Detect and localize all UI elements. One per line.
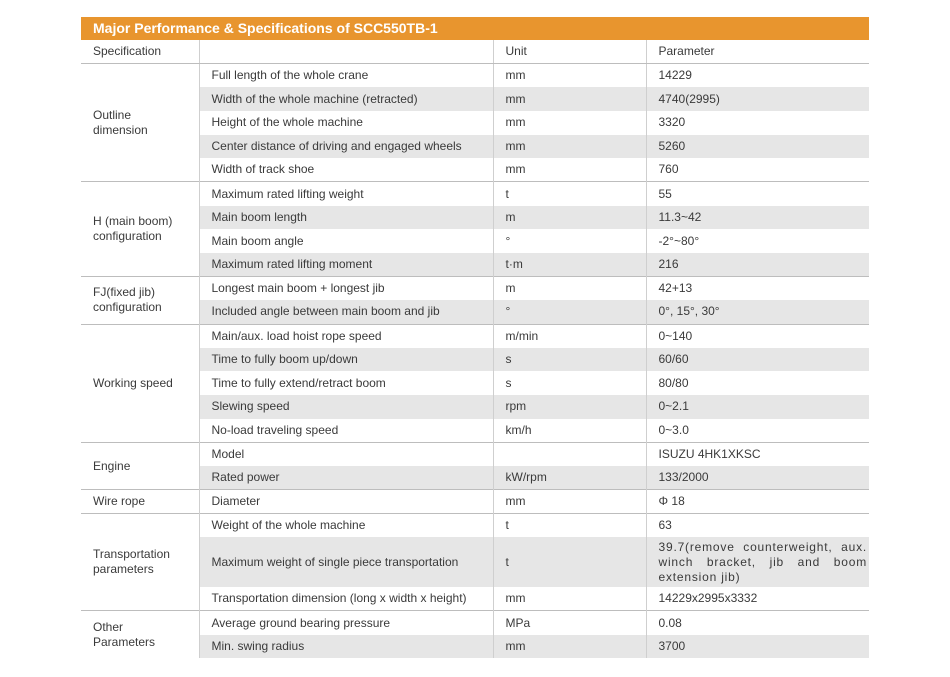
spec-description: Model xyxy=(199,443,493,467)
spec-parameter: 14229 xyxy=(646,64,869,88)
spec-unit: mm xyxy=(493,111,646,135)
table-row xyxy=(81,111,869,135)
spec-description: Height of the whole machine xyxy=(211,115,363,130)
spec-parameter: 11.3~42 xyxy=(646,206,869,230)
spec-parameter: 760 xyxy=(658,162,679,177)
spec-unit: mm xyxy=(493,64,646,88)
table-row xyxy=(81,490,869,514)
table-row xyxy=(81,87,869,111)
spec-description: Min. swing radius xyxy=(199,635,493,659)
spec-unit: m xyxy=(493,277,646,301)
spec-unit xyxy=(493,443,646,467)
table-title: Major Performance & Specifications of SCC550TB-1 xyxy=(81,17,869,40)
header-unit: Unit xyxy=(493,40,646,64)
spec-unit: mm xyxy=(493,87,646,111)
spec-unit: mm xyxy=(493,158,646,182)
spec-parameter: 0~3.0 xyxy=(658,422,689,437)
spec-description: Included angle between main boom and jib xyxy=(199,300,493,324)
table-row xyxy=(81,324,869,348)
spec-unit: t xyxy=(493,537,646,587)
spec-unit: t xyxy=(493,182,646,206)
table-row xyxy=(81,300,869,324)
spec-parameter: 0°, 15°, 30° xyxy=(646,300,869,324)
spec-parameter: 5260 xyxy=(646,135,869,159)
table-row xyxy=(81,206,869,230)
spec-parameter: 0~2.1 xyxy=(646,395,869,419)
table-row xyxy=(81,587,869,611)
spec-parameter: 216 xyxy=(646,253,869,277)
spec-description: Maximum weight of single piece transportation xyxy=(199,537,493,587)
spec-unit: s xyxy=(493,348,646,372)
spec-unit: km/h xyxy=(493,419,646,443)
spec-description: Full length of the whole crane xyxy=(199,64,493,88)
spec-unit: ° xyxy=(493,229,646,253)
spec-description: Slewing speed xyxy=(199,395,493,419)
table-row xyxy=(81,253,869,277)
spec-parameter: Φ 18 xyxy=(646,490,869,514)
spec-table xyxy=(81,40,869,658)
spec-description: Maximum rated lifting weight xyxy=(199,182,493,206)
spec-description: Main boom length xyxy=(199,206,493,230)
spec-description: Time to fully extend/retract boom xyxy=(211,375,386,390)
category-cell: Wire rope xyxy=(81,490,199,514)
spec-parameter: 0.08 xyxy=(646,611,869,635)
spec-description: Longest main boom + longest jib xyxy=(199,277,493,301)
spec-parameter: 4740(2995) xyxy=(646,87,869,111)
spec-unit: MPa xyxy=(493,611,646,635)
spec-description: Time to fully boom up/down xyxy=(199,348,493,372)
spec-unit: t xyxy=(493,514,646,538)
spec-parameter: 0~140 xyxy=(646,324,869,348)
spec-unit: mm xyxy=(493,635,646,659)
table-row xyxy=(81,348,869,372)
table-row xyxy=(81,443,869,467)
spec-unit: mm xyxy=(493,135,646,159)
table-row xyxy=(81,277,869,301)
spec-description: Width of the whole machine (retracted) xyxy=(199,87,493,111)
table-row xyxy=(81,466,869,490)
spec-parameter: 14229x2995x3332 xyxy=(658,591,758,606)
spec-unit: rpm xyxy=(493,395,646,419)
category-cell: Other Parameters xyxy=(81,611,199,658)
table-row xyxy=(81,514,869,538)
spec-description: Main boom angle xyxy=(211,233,304,248)
spec-parameter: 3320 xyxy=(658,115,686,130)
spec-unit: kW/rpm xyxy=(493,466,646,490)
spec-description: Transportation dimension (long x width x height) xyxy=(211,591,467,606)
category-cell: Working speed xyxy=(81,324,199,442)
category-cell: H (main boom) configuration xyxy=(81,182,199,277)
category-cell: Outline dimension xyxy=(81,64,199,182)
spec-unit: ° xyxy=(493,300,646,324)
spec-parameter: 42+13 xyxy=(646,277,869,301)
spec-unit: mm xyxy=(493,490,646,514)
category-cell: FJ(fixed jib) configuration xyxy=(81,277,199,324)
spec-parameter: 133/2000 xyxy=(646,466,869,490)
table-row xyxy=(81,371,869,395)
spec-description: Center distance of driving and engaged wheels xyxy=(199,135,493,159)
spec-parameter: 55 xyxy=(646,182,869,206)
spec-description: Main/aux. load hoist rope speed xyxy=(199,324,493,348)
spec-parameter: 63 xyxy=(646,514,869,538)
table-row xyxy=(81,135,869,159)
category-cell: Transportation parameters xyxy=(81,514,199,611)
table-row xyxy=(81,158,869,182)
table-row xyxy=(81,611,869,635)
spec-parameter: 3700 xyxy=(646,635,869,659)
spec-unit: m xyxy=(493,206,646,230)
table-row xyxy=(81,419,869,443)
table-row xyxy=(81,537,869,587)
spec-description: Maximum rated lifting moment xyxy=(199,253,493,277)
spec-parameter: 80/80 xyxy=(658,375,689,390)
header-row xyxy=(81,40,869,64)
header-parameter: Parameter xyxy=(646,40,869,64)
table-row xyxy=(81,395,869,419)
spec-description: Diameter xyxy=(199,490,493,514)
table-row xyxy=(81,635,869,659)
header-specification: Specification xyxy=(81,40,199,64)
spec-parameter: ISUZU 4HK1XKSC xyxy=(646,443,869,467)
spec-description: No-load traveling speed xyxy=(211,422,339,437)
spec-unit: mm xyxy=(493,587,646,611)
table-row xyxy=(81,229,869,253)
spec-unit: m/min xyxy=(493,324,646,348)
table-row xyxy=(81,182,869,206)
table-row xyxy=(81,64,869,88)
spec-parameter: 60/60 xyxy=(646,348,869,372)
spec-parameter: -2°~80° xyxy=(658,233,700,248)
spec-unit: s xyxy=(493,371,646,395)
spec-description: Rated power xyxy=(199,466,493,490)
spec-unit: t·m xyxy=(493,253,646,277)
spec-parameter: 39.7(remove counterweight, aux. winch bracket, jib and boom extension jib) xyxy=(646,537,869,587)
spec-description: Width of track shoe xyxy=(211,162,315,177)
category-cell: Engine xyxy=(81,443,199,490)
spec-description: Weight of the whole machine xyxy=(199,514,493,538)
spec-description: Average ground bearing pressure xyxy=(199,611,493,635)
header-blank xyxy=(199,40,493,64)
